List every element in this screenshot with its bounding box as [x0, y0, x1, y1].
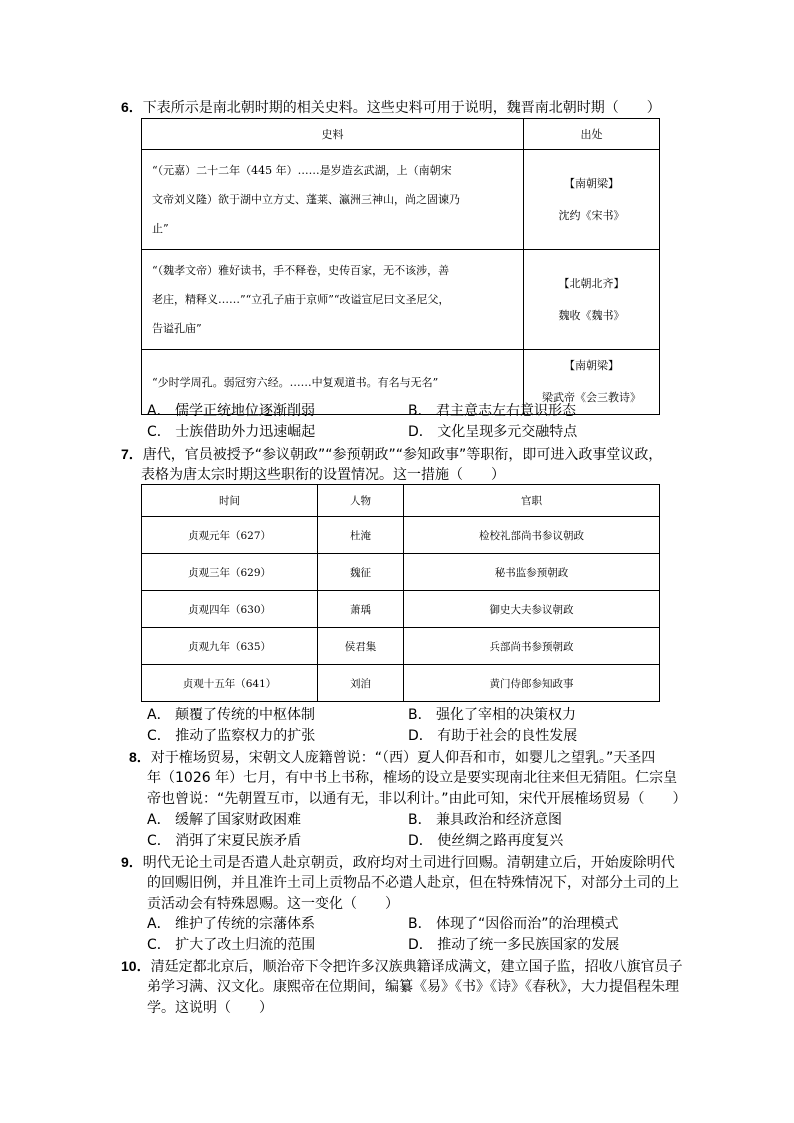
- table-cell-office: 黄门侍郎参知政事: [404, 665, 660, 702]
- question-7-stem-line1: [121, 444, 662, 465]
- question-10-line1: [121, 956, 683, 977]
- cell-line: 文帝刘义隆）欲于湖中立方丈、蓬莱、瀛洲三神山，尚之固谏乃: [152, 193, 460, 206]
- table-cell-text: [142, 250, 524, 350]
- question-7-option-b[interactable]: B． 强化了宰相的决策权力: [408, 707, 577, 723]
- cell-line: 老庄，精释义……”“立孔子庙于京师”“改谥宣尼曰文圣尼父，: [152, 293, 450, 306]
- question-9-option-c[interactable]: C． 扩大了改土归流的范围: [147, 937, 316, 953]
- source-book: 魏收《魏书》: [558, 308, 625, 322]
- question-7-option-a[interactable]: A． 颠覆了传统的中枢体制: [147, 707, 316, 723]
- cell-line: “（元嘉）二十二年（445 年）……是岁造玄武湖，上（南朝宋: [152, 164, 452, 177]
- table-cell-office: 秘书监参预朝政: [404, 554, 660, 591]
- table-cell-source: [524, 150, 660, 250]
- question-8-option-b[interactable]: B． 兼具政治和经济意图: [408, 812, 563, 828]
- question-6-option-b[interactable]: B． 君主意志左右意识形态: [408, 403, 577, 419]
- question-6-option-d[interactable]: D． 文化呈现多元交融特点: [408, 424, 578, 440]
- cell-line: “（魏孝文帝）雅好读书，手不释卷，史传百家，无不该涉，善: [152, 264, 450, 277]
- table-row: [142, 628, 660, 665]
- table-cell-time: 贞观四年（630）: [142, 591, 318, 628]
- table-row: [142, 554, 660, 591]
- table-header-origin: 出处: [524, 119, 660, 150]
- question-9-line3: 贡活动会有特殊恩赐。这一变化（ ）: [147, 896, 399, 912]
- question-7-option-d[interactable]: D． 有助于社会的良性发展: [408, 728, 578, 744]
- cell-line: 止”: [152, 222, 169, 235]
- cell-line: “少时学周孔。弱冠穷六经。……中复观道书。有名与无名”: [152, 375, 439, 389]
- question-8-number: 8．: [129, 749, 151, 765]
- table-cell-source: [524, 250, 660, 350]
- question-9-option-d[interactable]: D． 推动了统一多民族国家的发展: [408, 937, 620, 953]
- question-8-text: 对于榷场贸易，宋朝文人庞籍曾说：“（西）夏人仰吾和市，如婴儿之望乳。”天圣四: [150, 750, 656, 766]
- table-cell-time: 贞观十五年（641）: [142, 665, 318, 702]
- question-6-table: [141, 118, 660, 415]
- source-label: 【北朝北齐】: [558, 276, 625, 290]
- table-cell-office: 兵部尚书参预朝政: [404, 628, 660, 665]
- question-7-stem-text: 唐代，官员被授予“参议朝政”“参预朝政”“参知政事”等职衔，即可进入政事堂议政，: [142, 447, 663, 463]
- question-8-option-a[interactable]: A． 缓解了国家财政困难: [147, 812, 302, 828]
- table-cell-office: 检校礼部尚书参议朝政: [404, 517, 660, 554]
- question-8-line3: 帝也曾说：“先朝置互市，以通有无，非以利计。”由此可知，宋代开展榷场贸易（ ）: [147, 791, 687, 807]
- table-cell-time: 贞观九年（635）: [142, 628, 318, 665]
- question-7-option-c[interactable]: C． 推动了监察权力的扩张: [147, 728, 316, 744]
- question-9-number: 9．: [121, 854, 143, 870]
- question-9-text: 明代无论土司是否遣人赴京朝贡，政府均对土司进行回赐。清朝建立后，开始废除明代: [142, 855, 675, 871]
- question-7-stem-line2: 表格为唐太宗时期这些职衔的设置情况。这一措施（ ）: [141, 467, 505, 483]
- question-9-line2: 的回赐旧例，并且准许土司上贡物品不必遣人赴京，但在特殊情况下，对部分土司的上: [147, 875, 679, 891]
- question-8-line1: [129, 747, 655, 768]
- source-book: 梁武帝《会三教诗》: [542, 391, 641, 404]
- question-6-number: 6．: [121, 99, 143, 115]
- table-row: [142, 150, 660, 250]
- table-cell-person: 萧瑀: [318, 591, 404, 628]
- question-10-text: 清廷定都北京后，顺治帝下令把许多汉族典籍译成满文，建立国子监，招收八旗官员子: [150, 959, 683, 975]
- question-6-option-c[interactable]: C． 士族借助外力迅速崛起: [147, 424, 316, 440]
- question-6-stem: [121, 97, 661, 118]
- table-header-source-text: 史料: [142, 119, 524, 150]
- table-cell-office: 御史大夫参议朝政: [404, 591, 660, 628]
- question-8-option-c[interactable]: C． 消弭了宋夏民族矛盾: [147, 833, 302, 849]
- question-6-option-a[interactable]: A． 儒学正统地位逐渐削弱: [147, 403, 316, 419]
- table-header-time: 时间: [142, 485, 318, 517]
- table-cell-text: [142, 150, 524, 250]
- question-9-line1: [121, 852, 675, 873]
- table-cell-person: 杜淹: [318, 517, 404, 554]
- question-6-stem-text: 下表所示是南北朝时期的相关史料。这些史料可用于说明，魏晋南北朝时期（ ）: [142, 100, 661, 116]
- table-cell-person: 魏征: [318, 554, 404, 591]
- table-row: [142, 591, 660, 628]
- table-header-person: 人物: [318, 485, 404, 517]
- question-10-line3: 学。这说明（ ）: [147, 1000, 273, 1016]
- table-cell-time: 贞观元年（627）: [142, 517, 318, 554]
- table-row: [142, 517, 660, 554]
- source-label: 【南朝梁】: [564, 176, 619, 190]
- question-9-option-b[interactable]: B． 体现了“因俗而治”的治理模式: [408, 916, 619, 932]
- table-cell-person: 侯君集: [318, 628, 404, 665]
- table-header-office: 官职: [404, 485, 660, 517]
- table-cell-person: 刘洎: [318, 665, 404, 702]
- question-10-line2: 弟学习满、汉文化。康熙帝在位期间，编纂《易》《书》《诗》《春秋》，大力提倡程朱理: [147, 979, 679, 995]
- question-9-option-a[interactable]: A． 维护了传统的宗藩体系: [147, 916, 316, 932]
- table-row: [142, 665, 660, 702]
- table-cell-time: 贞观三年（629）: [142, 554, 318, 591]
- source-label: 【南朝梁】: [564, 359, 619, 372]
- question-10-number: 10．: [121, 958, 151, 974]
- question-8-line2: 年（1026 年）七月，有中书上书称，榷场的设立是要实现南北往来但无猜阻。仁宗皇: [147, 770, 678, 786]
- question-8-option-d[interactable]: D． 使丝绸之路再度复兴: [408, 833, 564, 849]
- question-7-table: [141, 484, 660, 702]
- source-book: 沈约《宋书》: [558, 208, 625, 222]
- table-row: [142, 250, 660, 350]
- cell-line: 告谥孔庙”: [152, 322, 202, 335]
- question-7-number: 7．: [121, 446, 143, 462]
